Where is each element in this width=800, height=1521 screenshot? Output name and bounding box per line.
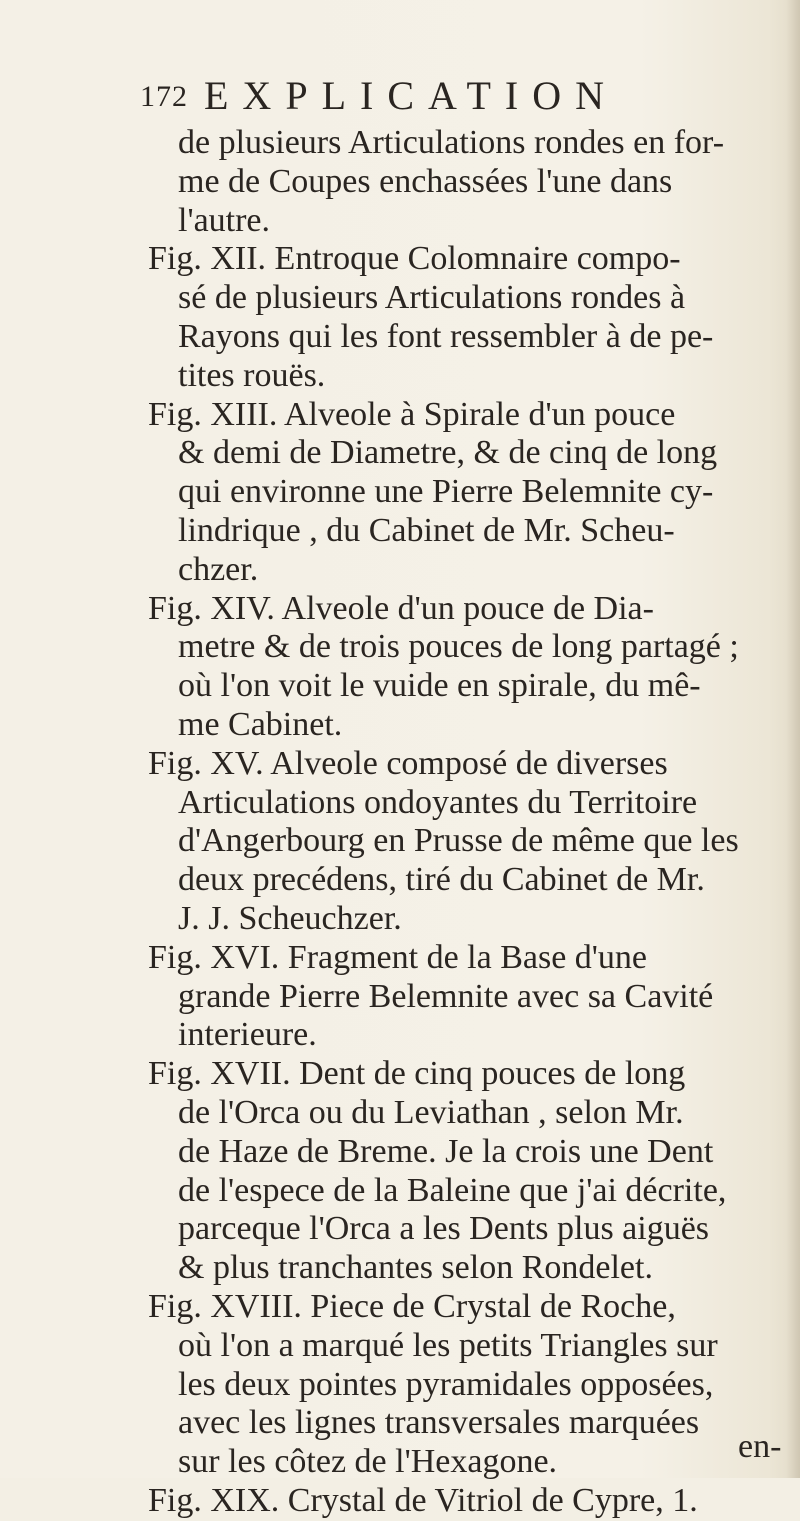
text-line: interieure. xyxy=(178,1016,317,1054)
text-line: Fig. XVIII. Piece de Crystal de Roche, xyxy=(148,1287,676,1325)
text-line: grande Pierre Belemnite avec sa Cavité xyxy=(178,977,714,1015)
text-line: de l'espece de la Baleine que j'ai décrite, xyxy=(178,1171,727,1209)
text-line: Fig. XVI. Fragment de la Base d'une xyxy=(148,938,648,976)
text-line: sé de plusieurs Articulations rondes à xyxy=(178,279,686,317)
text-line: Fig. XII. Entroque Colomnaire compo- xyxy=(148,240,681,278)
text-line: deux precédens, tiré du Cabinet de Mr. xyxy=(178,861,705,899)
text-line: parceque l'Orca a les Dents plus aiguës xyxy=(178,1210,710,1248)
running-head: EXPLICATION xyxy=(204,73,618,118)
page-header xyxy=(140,72,760,122)
text-line: de l'Orca ou du Leviathan , selon Mr. xyxy=(178,1093,684,1131)
text-line: où l'on voit le vuide en spirale, du mê- xyxy=(178,667,701,705)
text-line: les deux pointes pyramidales opposées, xyxy=(178,1365,714,1403)
text-line: chzer. xyxy=(178,550,259,588)
text-line: qui environne une Pierre Belemnite cy- xyxy=(178,473,714,511)
text-line: Rayons qui les font ressembler à de pe- xyxy=(178,317,714,355)
text-line: me de Coupes enchassées l'une dans xyxy=(178,162,673,200)
text-line: Fig. XIX. Crystal de Vitriol de Cypre, 1. xyxy=(148,1481,698,1519)
text-line: d'Angerbourg en Prusse de même que les xyxy=(178,822,739,860)
text-line: lindrique , du Cabinet de Mr. Scheu- xyxy=(178,511,675,549)
text-line: où l'on a marqué les petits Triangles sur xyxy=(178,1326,718,1364)
text-line: Fig. XV. Alveole composé de diverses xyxy=(148,744,668,782)
text-line: avec les lignes transversales marquées xyxy=(178,1404,700,1442)
text-line: Articulations ondoyantes du Territoire xyxy=(178,783,698,821)
text-line: & demi de Diametre, & de cinq de long xyxy=(178,434,718,472)
text-line: de plusieurs Articulations rondes en for- xyxy=(178,124,725,161)
text-line: & plus tranchantes selon Rondelet. xyxy=(178,1249,653,1287)
text-line: J. J. Scheuchzer. xyxy=(178,899,402,937)
text-line: tites rouës. xyxy=(178,356,326,394)
text-line: Fig. XVII. Dent de cinq pouces de long xyxy=(148,1055,686,1093)
body-text xyxy=(148,124,788,1521)
text-line: Fig. XIV. Alveole d'un pouce de Dia- xyxy=(148,589,654,627)
catchword: en- xyxy=(738,1428,782,1465)
page-number: 172 xyxy=(140,80,188,113)
text-line: me Cabinet. xyxy=(178,705,343,743)
text-line: de Haze de Breme. Je la crois une Dent xyxy=(178,1132,714,1170)
text-line: l'autre. xyxy=(178,201,271,239)
page-edge-shadow xyxy=(786,0,800,1478)
text-line: metre & de trois pouces de long partagé ; xyxy=(178,628,739,666)
text-line: sur les côtez de l'Hexagone. xyxy=(178,1443,558,1481)
text-line: Fig. XIII. Alveole à Spirale d'un pouce xyxy=(148,395,676,433)
